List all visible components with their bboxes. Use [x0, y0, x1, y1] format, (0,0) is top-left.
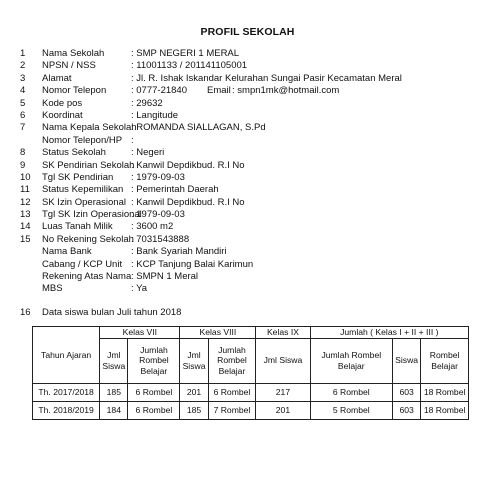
- row-value: : Langitude: [131, 109, 179, 121]
- row-label: Koordinat: [42, 109, 83, 121]
- header-kelas-viii: Kelas VIII: [180, 327, 256, 339]
- row-value: : 1979-09-03: [131, 209, 185, 221]
- row-label: Tgl SK Izin Operasional: [42, 209, 142, 221]
- table-cell: 6 Rombel: [310, 383, 392, 401]
- table-cell: 603: [393, 401, 421, 419]
- profile-row-rekening-atas-nama: [0, 271, 495, 283]
- data-siswa-heading: [0, 307, 495, 319]
- row-number: 9: [20, 159, 26, 171]
- row-value: :: [131, 134, 134, 146]
- table-cell: 5 Rombel: [310, 401, 392, 419]
- row-value: : Pemerintah Daerah: [131, 184, 219, 196]
- profile-row-nama-sekolah: [0, 48, 495, 60]
- table-row: [33, 383, 469, 401]
- header-kelas-vii: Kelas VII: [100, 327, 180, 339]
- profile-row-koordinat: [0, 110, 495, 122]
- row-value: : Jl. R. Ishak Iskandar Kelurahan Sungai Pasir Kecamatan Meral: [131, 72, 402, 84]
- row-number: 14: [20, 221, 31, 233]
- data-siswa-table: [32, 326, 469, 420]
- row-value: : 29632: [131, 97, 163, 109]
- profile-row-no-rekening: [0, 234, 495, 246]
- row-label: Nama Bank: [42, 246, 92, 258]
- row-label: Cabang / KCP Unit: [42, 258, 123, 270]
- row-value: : KCP Tanjung Balai Karimun: [131, 258, 254, 270]
- header-jumlah: Jumlah ( Kelas I + II + III ): [310, 327, 468, 339]
- subheader-jml-siswa: Jml Siswa: [100, 338, 128, 383]
- row-label: MBS: [42, 283, 63, 295]
- subheader-siswa: Siswa: [393, 338, 421, 383]
- table-cell: 201: [180, 383, 208, 401]
- row-number: 7: [20, 122, 26, 134]
- row-number: 8: [20, 147, 26, 159]
- table-cell: 6 Rombel: [208, 383, 256, 401]
- row-number: 4: [20, 85, 26, 97]
- profile-row-npsn: [0, 60, 495, 72]
- data-siswa-label: Data siswa bulan Juli tahun 2018: [42, 307, 182, 318]
- row-value: : 0777-21840: [131, 85, 187, 97]
- row-value: : Kanwil Depdikbud. R.I No: [131, 159, 245, 171]
- table-cell: Th. 2018/2019: [33, 401, 100, 419]
- subheader-rombel-belajar: Rombel Belajar: [421, 338, 469, 383]
- profile-row-sk-izin: [0, 197, 495, 209]
- row-value: : Ya: [131, 283, 148, 295]
- email-value: : smpn1mk@hotmail.com: [232, 85, 340, 97]
- table-cell: 6 Rombel: [128, 401, 180, 419]
- subheader-jumlah-rombel-total: Jumlah Rombel Belajar: [310, 338, 392, 383]
- table-row: [33, 401, 469, 419]
- row-number: 11: [20, 184, 30, 196]
- row-label: Alamat: [42, 72, 72, 84]
- profile-row-status-kepemilikan: [0, 184, 495, 196]
- row-number: 10: [20, 171, 31, 183]
- table-cell: 201: [256, 401, 310, 419]
- profile-row-sk-pendirian: [0, 160, 495, 172]
- row-label: SK Pendirian Sekolah: [42, 159, 135, 171]
- table-cell: 7 Rombel: [208, 401, 256, 419]
- row-value: : SMP NEGERI 1 MERAL: [131, 48, 240, 59]
- row-number: 12: [20, 196, 31, 208]
- subheader-jml-siswa: Jml Siswa: [256, 338, 310, 383]
- row-label: Status Kepemilikan: [42, 184, 124, 196]
- row-label: Luas Tanah Milik: [42, 221, 113, 233]
- row-label: Rekening Atas Nama: [42, 271, 132, 283]
- profile-row-tgl-sk-pendirian: [0, 172, 495, 184]
- row-number: 6: [20, 109, 26, 121]
- header-kelas-ix: Kelas IX: [256, 327, 310, 339]
- row-value: : 11001133 / 201141105001: [131, 60, 248, 72]
- profile-list: [0, 48, 495, 296]
- email-label: Email: [207, 85, 231, 97]
- profile-row-kode-pos: [0, 98, 495, 110]
- row-number: 13: [20, 209, 31, 221]
- profile-row-telepon-hp: [0, 135, 495, 147]
- row-label: Nomor Telepon: [42, 85, 107, 97]
- row-value: : 1979-09-03: [131, 171, 185, 183]
- table-cell: 603: [393, 383, 421, 401]
- row-label: Nomor Telepon/HP: [42, 134, 123, 146]
- profile-row-tgl-sk-izin: [0, 209, 495, 221]
- table-cell: 6 Rombel: [128, 383, 180, 401]
- page-title: PROFIL SEKOLAH: [200, 26, 295, 38]
- table-cell: 18 Rombel: [421, 401, 469, 419]
- table-cell: 184: [100, 401, 128, 419]
- row-label: SK Izin Operasional: [42, 196, 126, 208]
- row-label: Nama Kepala Sekolah: [42, 122, 137, 134]
- row-value: : ROMANDA SIALLAGAN, S.Pd: [131, 122, 266, 134]
- profile-row-alamat: [0, 73, 495, 85]
- row-value: : Kanwil Depdikbud. R.I No: [131, 196, 245, 208]
- table-cell: 185: [100, 383, 128, 401]
- row-label: NPSN / NSS: [42, 60, 96, 72]
- profile-row-mbs: [0, 283, 495, 295]
- row-label: Status Sekolah: [42, 147, 106, 159]
- profile-row-telepon: [0, 85, 495, 97]
- profile-row-nama-bank: [0, 246, 495, 258]
- table-cell: 185: [180, 401, 208, 419]
- row-number: 15: [20, 233, 31, 245]
- profile-row-kepala-sekolah: [0, 122, 495, 134]
- profile-row-luas-tanah: [0, 221, 495, 233]
- subheader-jumlah-rombel: Jumlah Rombel Belajar: [128, 338, 180, 383]
- row-label: Kode pos: [42, 97, 83, 109]
- row-value: : Bank Syariah Mandiri: [131, 246, 227, 258]
- table-header-row: [33, 327, 469, 339]
- row-label: Nama Sekolah: [42, 48, 105, 59]
- row-value: : 7031543888: [131, 233, 190, 245]
- subheader-jumlah-rombel: Jumlah Rombel Belajar: [208, 338, 256, 383]
- row-number: 16: [20, 307, 31, 318]
- table-cell: 18 Rombel: [421, 383, 469, 401]
- header-tahun-ajaran: Tahun Ajaran: [33, 327, 100, 384]
- subheader-jml-siswa: Jml Siswa: [180, 338, 208, 383]
- table-cell: Th. 2017/2018: [33, 383, 100, 401]
- row-number: 1: [20, 48, 26, 59]
- row-number: 5: [20, 97, 26, 109]
- row-value: : SMPN 1 Meral: [131, 271, 199, 283]
- profile-row-status-sekolah: [0, 147, 495, 159]
- row-number: 2: [20, 60, 26, 72]
- row-label: No Rekening Sekolah: [42, 233, 134, 245]
- table-cell: 217: [256, 383, 310, 401]
- profile-row-cabang: [0, 259, 495, 271]
- row-value: : Negeri: [131, 147, 165, 159]
- row-value: : 3600 m2: [131, 221, 174, 233]
- row-number: 3: [20, 72, 26, 84]
- row-label: Tgl SK Pendirian: [42, 171, 114, 183]
